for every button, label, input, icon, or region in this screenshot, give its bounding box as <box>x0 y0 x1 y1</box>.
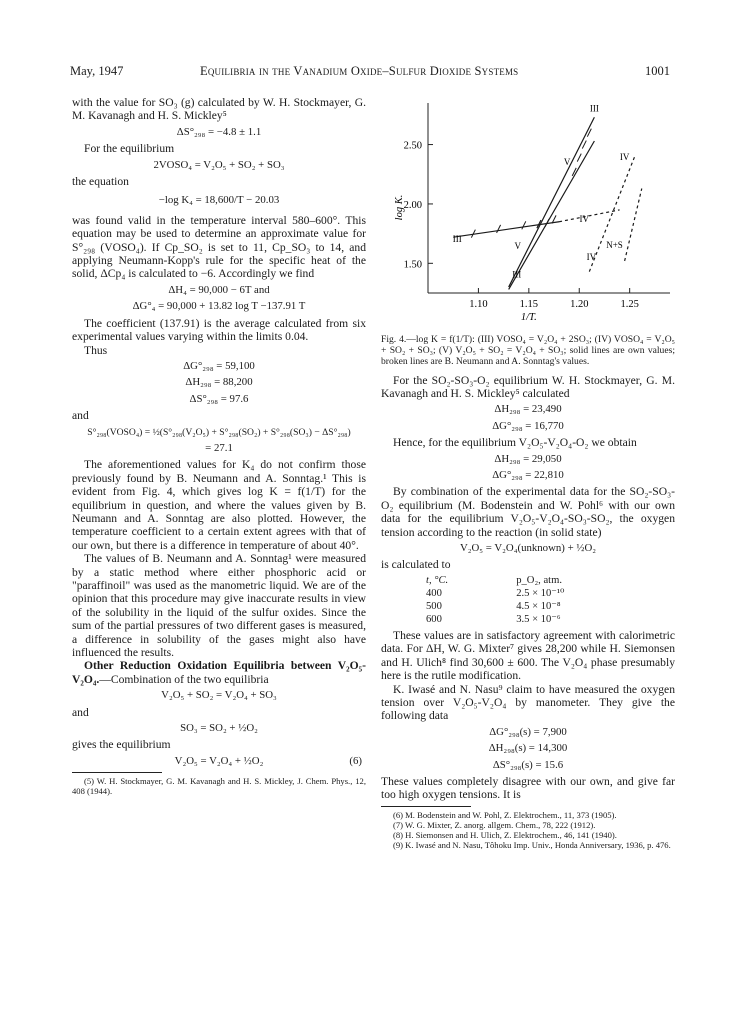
data-point <box>497 225 501 233</box>
equation: V₂O₅ + SO₂ = V₂O₄ + SO₃ <box>161 689 277 702</box>
equation: ΔH₂₉₈ = 23,490 <box>494 403 562 416</box>
equation: ΔH₂₉₈(s) = 14,300 <box>488 742 568 755</box>
table-header: p_O₂, atm. <box>516 574 562 586</box>
paragraph: The aforementioned values for K₄ do not confirm those previously found by B. Neumann and A. Sonntag.¹ This is evident from Fig. 4, which gives log K = f(1/T) for the equilibrium in question, and where the values given by B. Neumann and A. Sonntag are also plotted. However, the temperature coefficient to a certain extent agrees with that of our own, but there is a difference in temperature of about 40°. <box>72 458 366 552</box>
equation: ΔG°₂₉₈ = 22,810 <box>492 469 564 482</box>
page-number: 1001 <box>645 64 670 78</box>
section-heading: Other Reduction Oxidation Equilibria between V₂O₅-V₂O₄. <box>72 659 366 686</box>
curve-label: IV <box>579 213 590 224</box>
x-tick-label: 1.20 <box>570 299 589 310</box>
curve-label: III <box>512 269 522 280</box>
footnote: (5) W. H. Stockmayer, G. M. Kavanagh and H. S. Mickley, J. Chem. Phys., 12, 408 (1944). <box>72 776 366 797</box>
paragraph: and <box>72 705 89 719</box>
footnote: (8) H. Siemonsen and H. Ulich, Z. Elektrochem., 46, 141 (1940). <box>393 829 617 840</box>
series-line-III-dashed <box>625 189 642 261</box>
right-column <box>381 334 675 850</box>
paragraph: Thus <box>84 343 108 357</box>
footnote-rule <box>381 806 471 807</box>
paragraph: is calculated to <box>381 558 451 572</box>
equation: S°₂₉₈(VOSO₄) = ½(S°₂₉₈(V₂O₅) + S°₂₉₈(SO₂) + S°₂₉₈(SO₃) − ΔS°₂₉₈) <box>87 426 351 438</box>
footnote-rule <box>72 772 162 773</box>
data-point <box>582 141 586 149</box>
equation: ΔH₂₉₈ = 29,050 <box>494 452 562 465</box>
equation: = 27.1 <box>205 441 233 454</box>
paragraph: with the value for SO₃ (g) calculated by W. H. Stockmayer, G. M. Kavanagh and H. S. Mickley⁵ <box>72 96 366 123</box>
equation: ΔG°₂₉₈ = 16,770 <box>492 419 564 432</box>
x-axis-label: 1/T. <box>520 312 537 323</box>
curve-label: V <box>563 156 571 167</box>
y-tick-label: 1.50 <box>403 259 422 271</box>
paragraph: the equation <box>72 175 129 189</box>
equation: ΔS°₂₉₈ = 97.6 <box>189 392 249 405</box>
x-tick-label: 1.25 <box>620 299 639 310</box>
curve-label: IV <box>586 251 597 262</box>
x-tick-label: 1.10 <box>469 299 488 310</box>
paragraph: These values completely disagree with our own, and give far too high oxygen tensions. It is <box>381 774 675 802</box>
equation: ΔS°₂₉₈(s) = 15.6 <box>492 758 564 771</box>
paragraph: —Combination of the two equilibria <box>99 672 269 686</box>
curve-label: N+S <box>606 239 623 250</box>
curve-label: III <box>589 103 599 114</box>
paragraph: Hence, for the equilibrium V₂O₅-V₂O₄-O₂ we obtain <box>393 436 637 450</box>
paragraph: K. Iwasé and N. Nasu⁹ claim to have measured the oxygen tension over V₂O₅-V₂O₄ by manometer. They give the following data <box>381 682 675 723</box>
series-line-V-dashed <box>559 210 620 222</box>
equation-number: (6) <box>349 754 362 767</box>
table-row: 500 4.5 × 10⁻⁸ <box>426 600 561 612</box>
paragraph: The coefficient (137.91) is the average calculated from six experimental values varying within the limits 0.04. <box>72 316 366 344</box>
x-tick-label: 1.15 <box>519 299 539 310</box>
paragraph: By combination of the experimental data for the SO₂-SO₃-O₂ equilibrium (M. Bodenstein and W. Pohl⁶ with our own data for the equilibrium V₂O₅-V₂O₄-SO₃-SO₂, the oxygen tension according to the reaction (in solid state) <box>381 485 675 539</box>
equation: V₂O₅ = V₂O₄(unknown) + ½O₂ <box>459 542 597 555</box>
paragraph: The values of B. Neumann and A. Sonntag¹ were measured by a static method where either phosphoric acid or "paraffinoil" was used as the manometric liquid. We are of the opinion that this procedure may give inaccurate results in view of the solubility in the liquid of the sulfur oxides. Since the sum of the partial pressures of two different gases is measured, a difference in solubility of the gases might also have influenced the results. <box>72 552 366 660</box>
left-column <box>72 96 366 796</box>
equation: ΔG°₄ = 90,000 + 13.82 log T −137.91 T <box>132 300 306 313</box>
y-tick-label: 2.00 <box>403 199 422 211</box>
paragraph: and <box>72 409 89 423</box>
table-header: t, °C. <box>426 574 449 586</box>
curve-label: IV <box>619 152 630 162</box>
footnote: (9) K. Iwasé and N. Nasu, Tôhoku Imp. Univ., Honda Anniversary, 1936, p. 476. <box>393 839 671 850</box>
pressure-table <box>426 574 592 626</box>
equation: −log K₄ = 18,600/T − 20.03 <box>158 194 280 207</box>
paragraph: gives the equilibrium <box>72 738 171 752</box>
equation: 2VOSO₄ = V₂O₅ + SO₂ + SO₃ <box>153 158 285 171</box>
table-row: 400 2.5 × 10⁻¹⁰ <box>426 587 565 599</box>
y-axis-label: log K. <box>394 194 405 221</box>
figure-caption: Fig. 4.—log K = f(1/T): (III) VOSO₄ = V₂O₄ + 2SO₃; (IV) VOSO₄ = V₂O₅ + SO₂ + SO₃; (V) V₂O₅ + SO₂ = V₂O₄ + SO₃; solid lines are own values; broken lines are B. Neumann and A. Sonntag's values. <box>381 334 675 368</box>
equation: ΔG°₂₉₈ = 59,100 <box>183 359 255 372</box>
series-line-III-solid <box>509 117 595 287</box>
data-point <box>522 221 526 229</box>
running-title: Equilibria in the Vanadium Oxide–Sulfur Dioxide Systems <box>200 64 519 78</box>
footnote: (6) M. Bodenstein and W. Pohl, Z. Elektrochem., 11, 373 (1905). <box>393 809 617 820</box>
header-date: May, 1947 <box>70 64 124 78</box>
equation: SO₃ = SO₂ + ½O₂ <box>180 722 258 735</box>
y-tick-label: 2.50 <box>403 140 422 152</box>
equation: ΔH₂₉₈ = 88,200 <box>185 376 253 389</box>
figure-4-chart <box>380 95 680 335</box>
equation: ΔG°₂₉₈(s) = 7,900 <box>489 725 567 738</box>
equation: ΔS°₂₉₈ = −4.8 ± 1.1 <box>176 125 262 138</box>
paragraph: For the SO₂-SO₃-O₂ equilibrium W. H. Stockmayer, G. M. Kavanagh and H. S. Mickley⁵ calculated <box>381 373 675 401</box>
data-point <box>577 154 581 162</box>
footnote: (7) W. G. Mixter, Z. anorg. allgem. Chem., 78, 222 (1912). <box>393 819 596 830</box>
curve-label: III <box>452 233 462 244</box>
equation: ΔH₄ = 90,000 − 6T and <box>168 283 270 296</box>
equation: V₂O₅ = V₂O₄ + ½O₂ (6) <box>174 754 362 767</box>
paragraph: was found valid in the temperature interval 580–600°. This equation may be used to determine an approximate value for S°₂₉₈ (VOSO₄). If Cp_SO₂ is set to 11, Cp_SO₃ to 14, and applying Neumann-Kopp's rule for the specific heat of the solid, ΔCp₄ is calculated to −6. Accordingly we find <box>72 213 366 281</box>
paragraph: For the equilibrium <box>84 142 175 156</box>
curve-label: V <box>514 241 521 252</box>
table-row: 600 3.5 × 10⁻⁶ <box>426 613 561 625</box>
paragraph: These values are in satisfactory agreement with calorimetric data. For ΔH, W. G. Mixter⁷ gives 28,200 while H. Siemonsen and H. Ulich⁸ find 30,600 ± 600. The V₂O₄ phase presumably here is the rutile modification. <box>381 628 675 683</box>
